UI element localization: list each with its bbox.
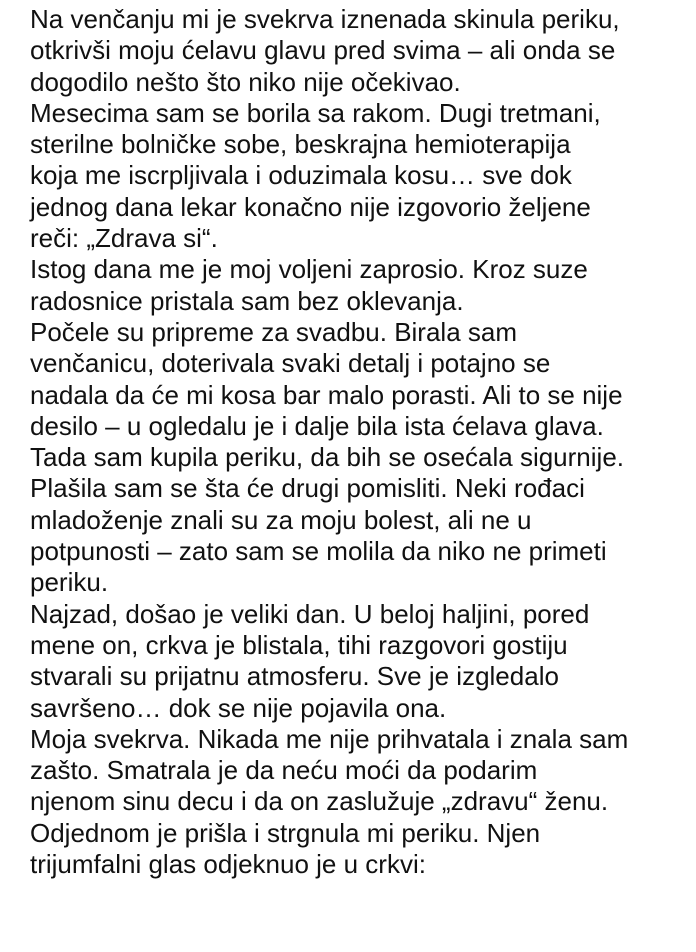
text-line: Na venčanju mi je svekrva iznenada skinula periku,	[30, 4, 620, 34]
text-line: potpunosti – zato sam se molila da niko ne primeti	[30, 536, 607, 567]
text-line: Istog dana me je moj voljeni zaprosio. Kroz suze	[30, 254, 588, 285]
text-line: Počele su pripreme za svadbu. Birala sam	[30, 316, 518, 347]
text-line: mladoženje znali su za moju bolest, ali ne u	[30, 504, 532, 535]
text-line: radosnice pristala sam bez oklevanja.	[30, 285, 464, 316]
text-line: trijumfalni glas odjeknuo je u crkvi:	[30, 849, 426, 880]
text-line: stvarali su prijatnu atmosferu. Sve je izgledalo	[30, 661, 559, 692]
text-line: venčanicu, doterivala svaki detalj i potajno se	[30, 348, 551, 379]
text-line: reči: „Zdrava si“.	[30, 223, 218, 254]
text-line: Odjednom je prišla i strgnula mi periku. Njen	[30, 817, 541, 848]
text-line: Najzad, došao je veliki dan. U beloj haljini, pored	[30, 598, 590, 629]
paragraph-preparations	[30, 317, 690, 599]
text-line: sterilne bolničke sobe, beskrajna hemioterapija	[30, 129, 571, 160]
text-line: savršeno… dok se nije pojavila ona.	[30, 692, 447, 723]
text-line: njenom sinu decu i da on zaslužuje „zdravu“ ženu.	[30, 786, 609, 817]
paragraph-mother-in-law	[30, 724, 690, 818]
text-line: desilo – u ogledalu je i dalje bila ista ćelava glava.	[30, 410, 604, 441]
text-line: Tada sam kupila periku, da bih se osećala sigurnije.	[30, 442, 625, 473]
text-line: mene on, crkva je blistala, tihi razgovori gostiju	[30, 629, 568, 660]
text-line: Moja svekrva. Nikada me nije prihvatala i znala sam	[30, 723, 629, 754]
bottom-edge	[0, 942, 696, 952]
text-line: periku.	[30, 567, 109, 598]
text-line: koja me iscrpljivala i oduzimala kosu… sve dok	[30, 160, 572, 191]
paragraph-intro	[30, 4, 690, 98]
text-line: nadala da će mi kosa bar malo porasti. Ali to se nije	[30, 379, 623, 410]
paragraph-wedding-day	[30, 599, 690, 724]
text-line: dogodilo nešto što niko nije očekivao.	[30, 66, 461, 97]
story-text	[30, 4, 690, 880]
text-line: otkrivši moju ćelavu glavu pred svima – ali onda se	[30, 35, 616, 66]
paragraph-illness	[30, 98, 690, 254]
text-line: Plašila sam se šta će drugi pomisliti. Neki rođaci	[30, 473, 585, 504]
text-line: jednog dana lekar konačno nije izgovorio željene	[30, 191, 591, 222]
paragraph-wig-pulled	[30, 818, 690, 881]
paragraph-proposal	[30, 254, 690, 317]
text-line: Mesecima sam se borila sa rakom. Dugi tretmani,	[30, 97, 601, 128]
text-line: zašto. Smatrala je da neću moći da podarim	[30, 755, 538, 786]
